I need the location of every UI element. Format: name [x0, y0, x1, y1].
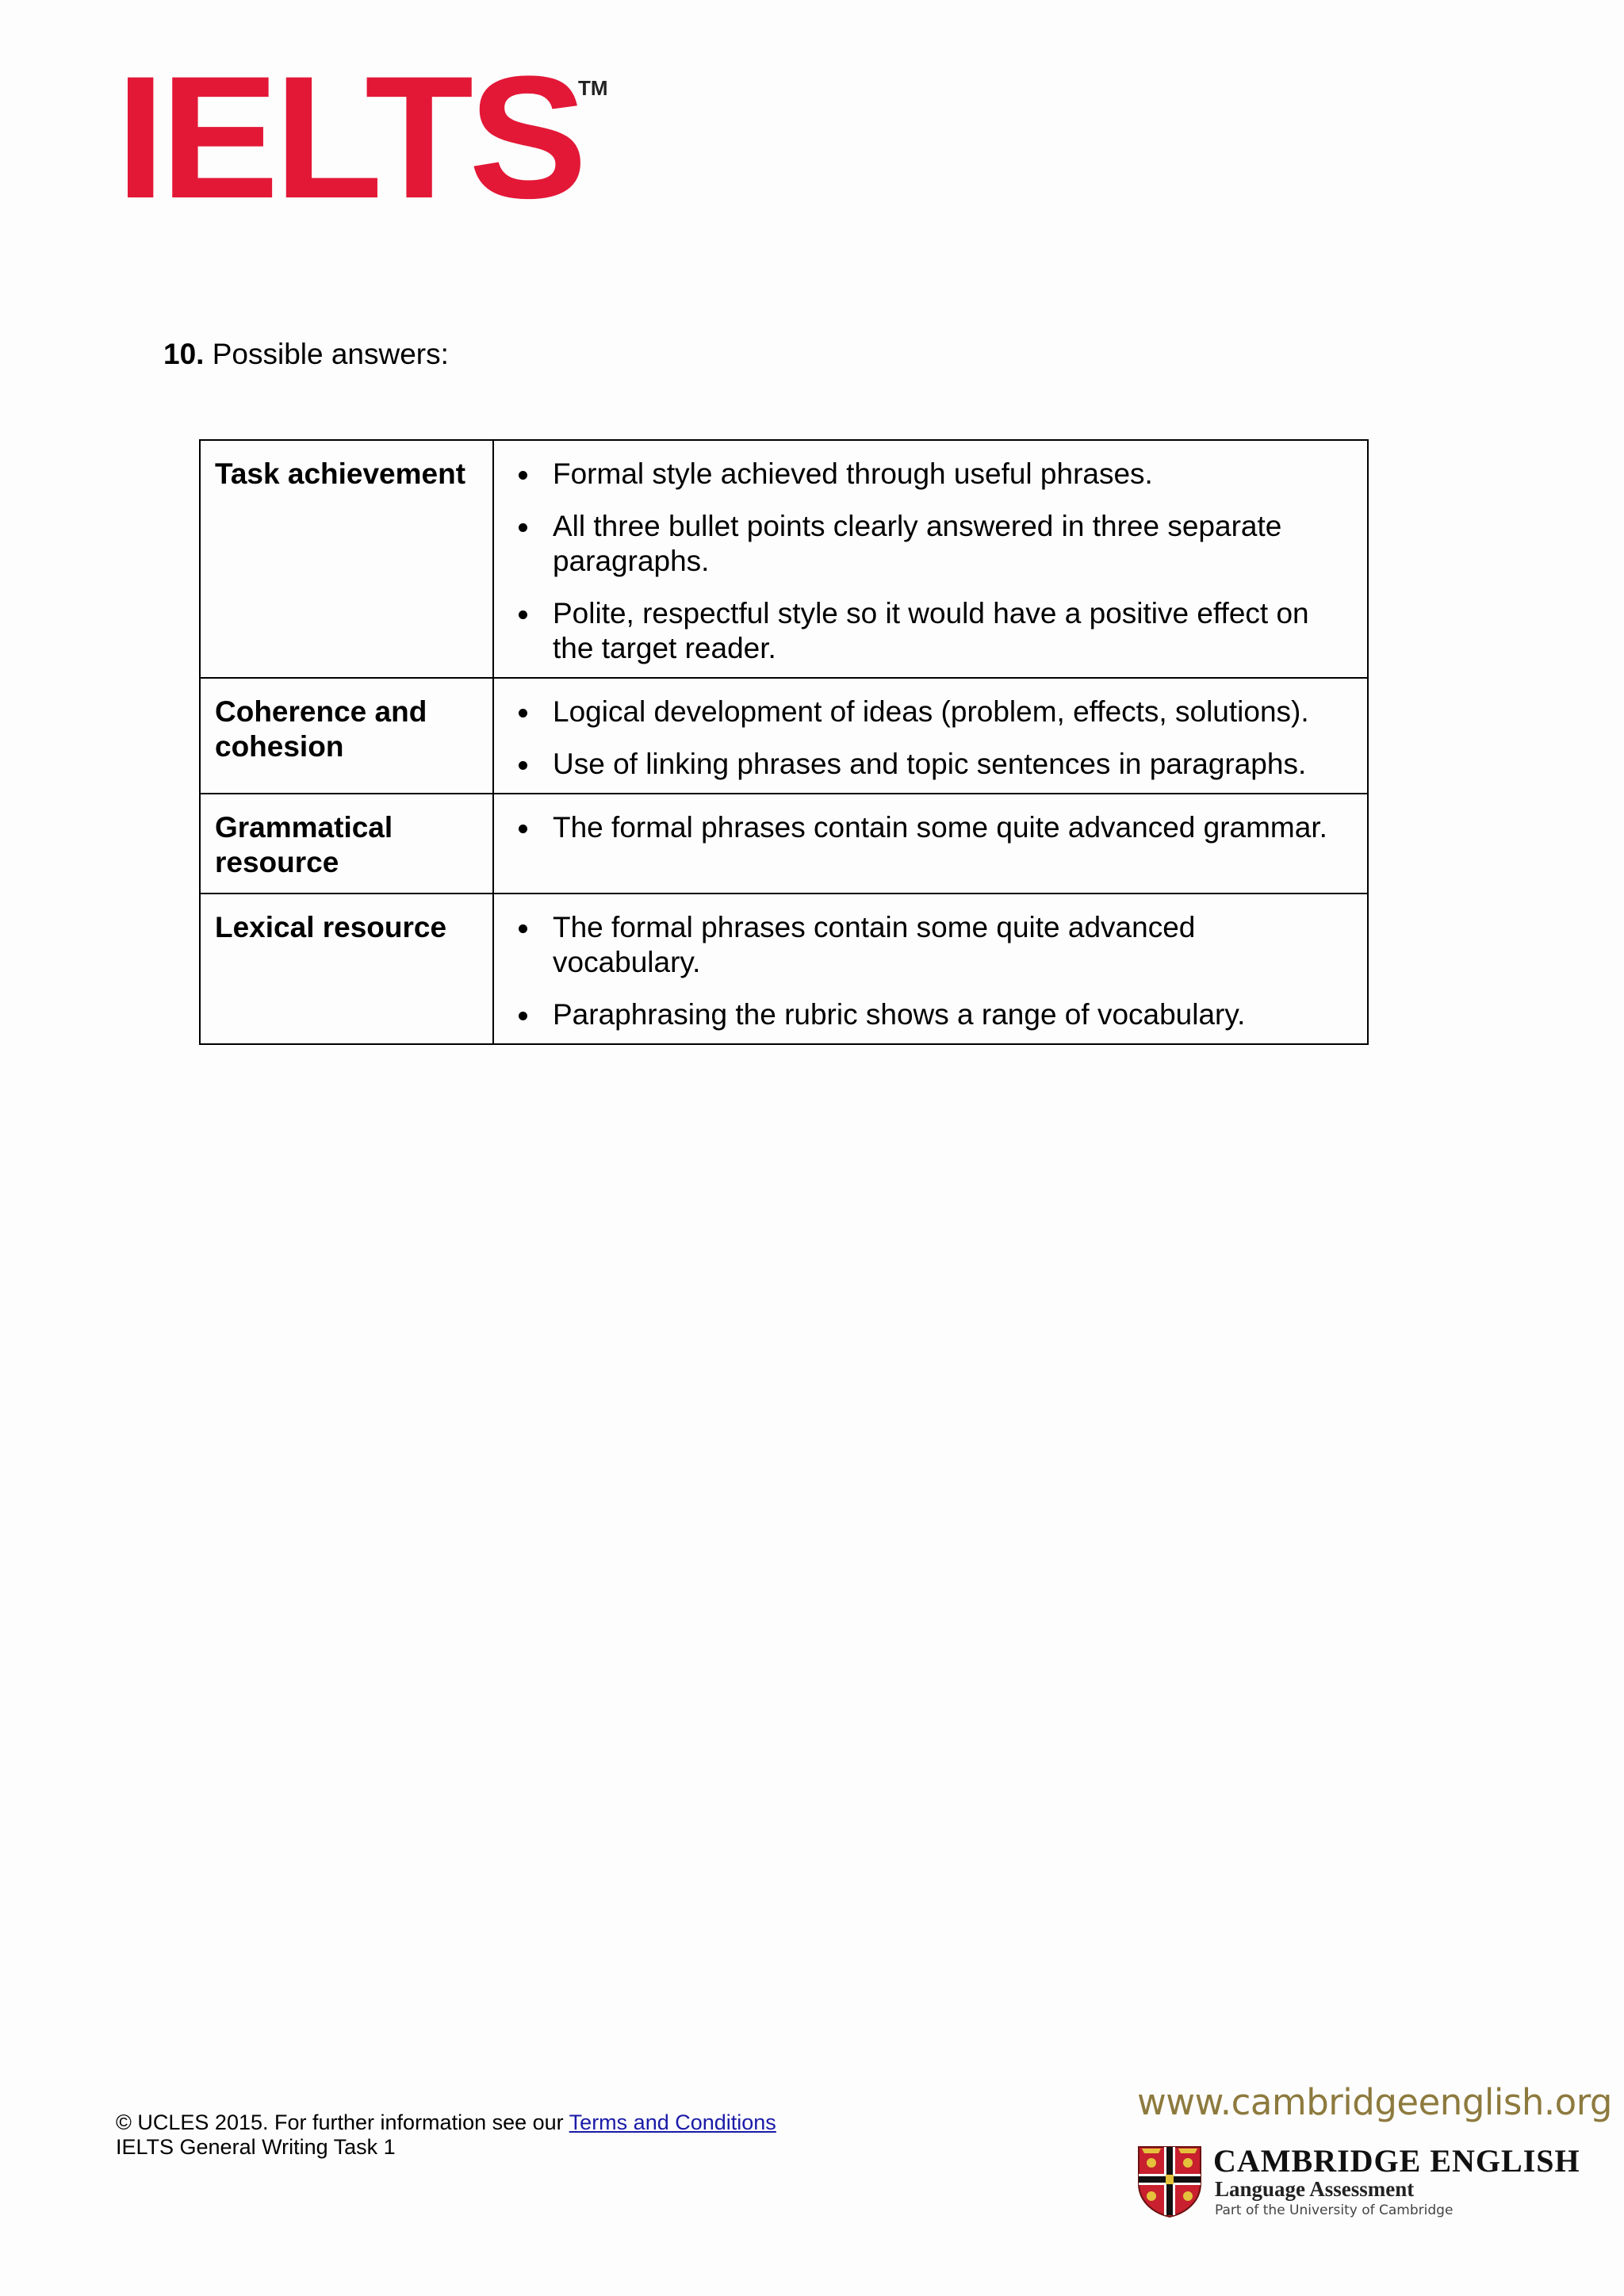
ielts-logo-text: IELTS	[116, 40, 583, 235]
cambridge-english-name: CAMBRIDGE ENGLISH	[1213, 2143, 1580, 2179]
cambridge-english-logo	[1134, 2142, 1578, 2221]
bullet-point: Paraphrasing the rubric shows a range of vocabulary.	[513, 997, 1348, 1032]
bullet-point: The formal phrases contain some quite advanced grammar.	[513, 810, 1348, 845]
table-row	[200, 794, 1368, 894]
cambridge-english-url: www.cambridgeenglish.org	[1137, 2081, 1612, 2123]
copyright-line	[116, 2110, 776, 2135]
question-number: 10.	[163, 338, 205, 370]
bullet-list	[513, 910, 1348, 1032]
footer-info	[116, 2110, 776, 2160]
bullet-list	[513, 457, 1348, 666]
points-cell	[493, 678, 1368, 794]
answers-table	[199, 439, 1369, 1045]
points-cell	[493, 794, 1368, 894]
bullet-point: The formal phrases contain some quite advanced vocabulary.	[513, 910, 1348, 980]
question-heading	[163, 336, 449, 373]
language-assessment-label: Language Assessment	[1215, 2177, 1415, 2201]
bullet-point: All three bullet points clearly answered in three separate paragraphs.	[513, 509, 1348, 579]
terms-and-conditions-link[interactable]: Terms and Conditions	[569, 2110, 776, 2134]
bullet-point: Formal style achieved through useful phrases.	[513, 457, 1348, 492]
university-part-label: Part of the University of Cambridge	[1215, 2202, 1454, 2218]
bullet-list	[513, 810, 1348, 845]
criterion-cell: Coherence and cohesion	[200, 678, 493, 794]
copyright-text: © UCLES 2015. For further information see our	[116, 2110, 569, 2134]
bullet-point: Logical development of ideas (problem, effects, solutions).	[513, 695, 1348, 729]
document-title: IELTS General Writing Task 1	[116, 2135, 396, 2159]
question-text: Possible answers:	[212, 338, 449, 370]
trademark-mark: TM	[578, 76, 608, 100]
bullet-point: Polite, respectful style so it would have a positive effect on the target reader.	[513, 596, 1348, 666]
table-row	[200, 678, 1368, 794]
criterion-cell: Grammatical resource	[200, 794, 493, 894]
criterion-cell: Lexical resource	[200, 894, 493, 1044]
table-row	[200, 894, 1368, 1044]
bullet-point: Use of linking phrases and topic sentences in paragraphs.	[513, 747, 1348, 782]
cambridge-crest-icon	[1137, 2145, 1202, 2218]
ielts-logo	[116, 40, 608, 235]
points-cell	[493, 894, 1368, 1044]
points-cell	[493, 440, 1368, 678]
criterion-cell: Task achievement	[200, 440, 493, 678]
bullet-list	[513, 695, 1348, 782]
table-row	[200, 440, 1368, 678]
